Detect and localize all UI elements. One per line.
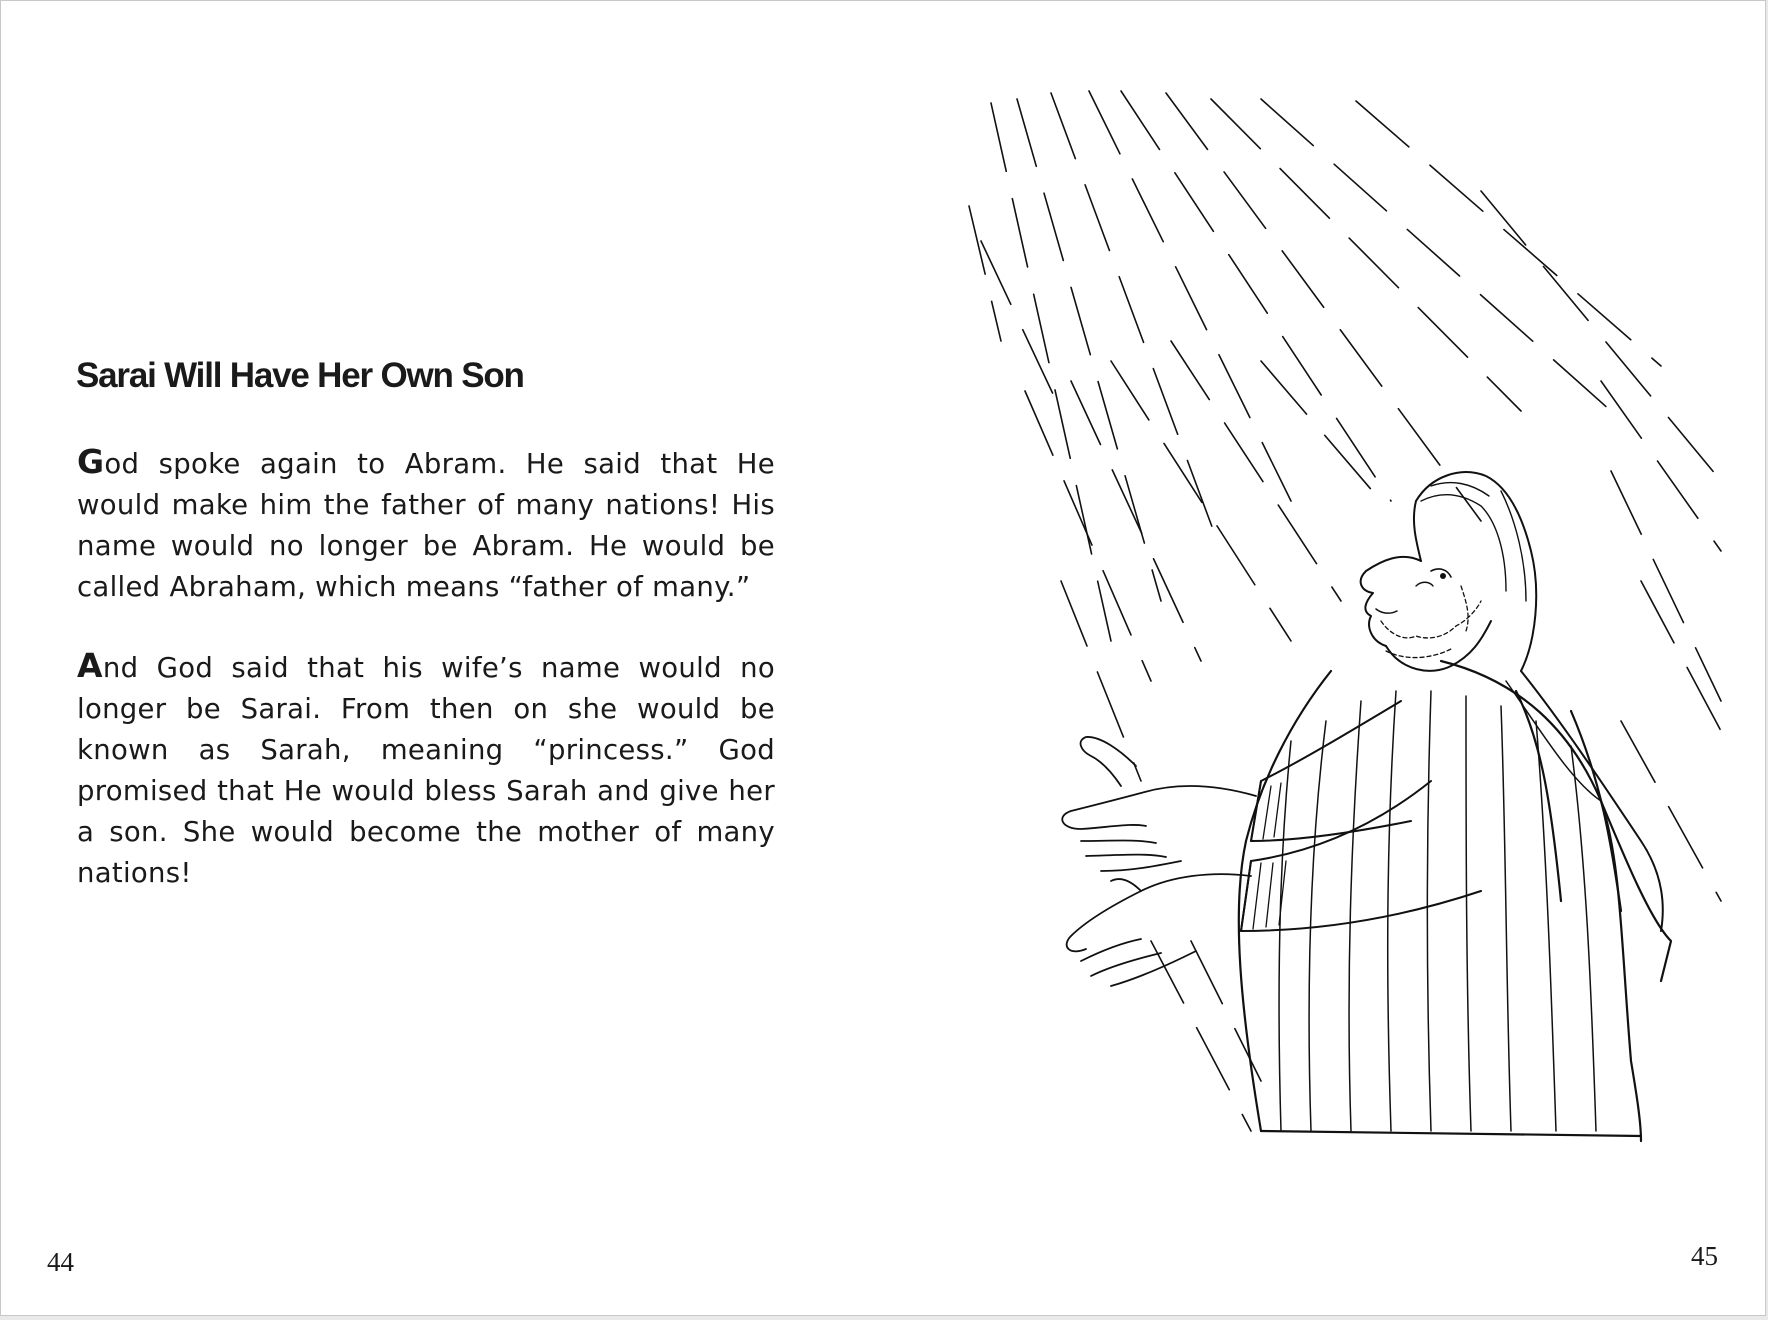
sleeves: [1241, 701, 1481, 931]
drop-cap: A: [77, 646, 103, 685]
hands: [1062, 737, 1256, 986]
light-rays: [969, 91, 1721, 1131]
page-number-left: 44: [47, 1247, 74, 1277]
drop-cap: G: [77, 442, 105, 481]
story-paragraph-1: [77, 441, 775, 608]
story-paragraph-2: [77, 645, 775, 894]
paragraph-text: nd God said that his wife’s name would no longer be Sarai. From then on she would be known as Sarah, meaning “princess.” God promised that He would bless Sarah and give her a son. She would become the mother of many nations!: [77, 652, 775, 889]
page-number-right: 45: [1691, 1241, 1718, 1271]
robe: [1239, 661, 1671, 1141]
paragraph-text: od spoke again to Abram. He said that He would make him the father of many nations! His name would no longer be Abram. He would be called Abraham, which means “father of many.”: [77, 448, 775, 603]
man-praying-illustration: [961, 81, 1731, 1156]
page-title: Sarai Will Have Her Own Son: [76, 356, 524, 395]
head: [1361, 472, 1663, 931]
